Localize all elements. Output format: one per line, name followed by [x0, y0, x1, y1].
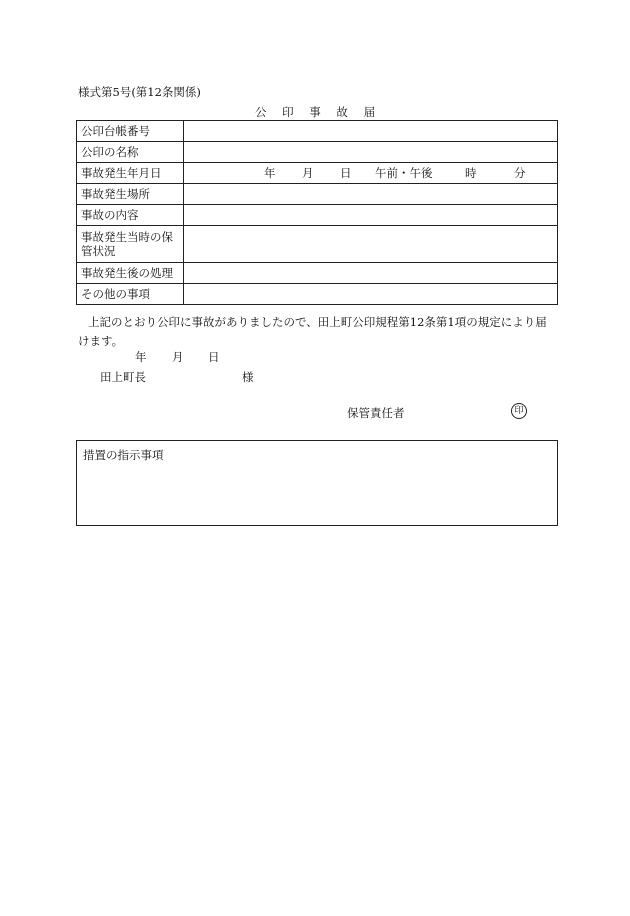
seal-register-no-field[interactable]: [184, 121, 558, 142]
row-label-other-matters: その他の事項: [77, 284, 184, 305]
date-day-label: 日: [340, 166, 352, 180]
post-handling-field[interactable]: [184, 263, 558, 284]
form-reference: 様式第5号(第12条関係): [78, 85, 201, 99]
row-label-incident-date: 事故発生年月日: [77, 163, 184, 184]
title-char: 事: [309, 105, 321, 119]
date-minute-label: 分: [514, 166, 526, 180]
document-title: [0, 104, 630, 120]
row-label-post-handling: 事故発生後の処理: [77, 263, 184, 284]
title-char: 届: [363, 105, 376, 119]
measures-box[interactable]: [76, 440, 558, 526]
row-label-seal-name: 公印の名称: [77, 142, 184, 163]
date-hour-label: 時: [465, 166, 477, 180]
table-row: [77, 263, 558, 284]
honorific: 様: [242, 370, 254, 384]
table-row: [77, 184, 558, 205]
title-char: 故: [336, 105, 348, 119]
table-row: [77, 121, 558, 142]
incident-table: [76, 120, 558, 305]
date-year-label: 年: [264, 166, 276, 180]
incident-place-field[interactable]: [184, 184, 558, 205]
row-label-incident-content: 事故の内容: [77, 205, 184, 226]
table-row: [77, 163, 558, 184]
submission-month-label: 月: [172, 350, 184, 364]
date-month-label: 月: [302, 166, 314, 180]
date-ampm-label: 午前・午後: [375, 166, 433, 180]
incident-date-field[interactable]: [184, 163, 558, 184]
declaration-text: 上記のとおり公印に事故がありましたので、田上町公印規程第12条第1項の規定により届けます。: [78, 315, 547, 348]
title-char: 印: [282, 105, 294, 119]
table-row: [77, 142, 558, 163]
addressee-name: 田上町長: [100, 370, 146, 384]
table-row: [77, 226, 558, 263]
submission-year-label: 年: [135, 350, 147, 364]
seal-mark: 印: [511, 403, 527, 419]
incident-content-field[interactable]: [184, 205, 558, 226]
row-label-storage-status: 事故発生当時の保管状況: [77, 226, 184, 263]
storage-status-field[interactable]: [184, 226, 558, 263]
custodian-label: 保管責任者: [347, 406, 405, 420]
measures-label: 措置の指示事項: [83, 448, 164, 462]
table-row: [77, 205, 558, 226]
other-matters-field[interactable]: [184, 284, 558, 305]
row-label-seal-register-no: 公印台帳番号: [77, 121, 184, 142]
title-char: 公: [254, 105, 267, 119]
seal-name-field[interactable]: [184, 142, 558, 163]
submission-day-label: 日: [208, 350, 220, 364]
table-row: [77, 284, 558, 305]
row-label-incident-place: 事故発生場所: [77, 184, 184, 205]
